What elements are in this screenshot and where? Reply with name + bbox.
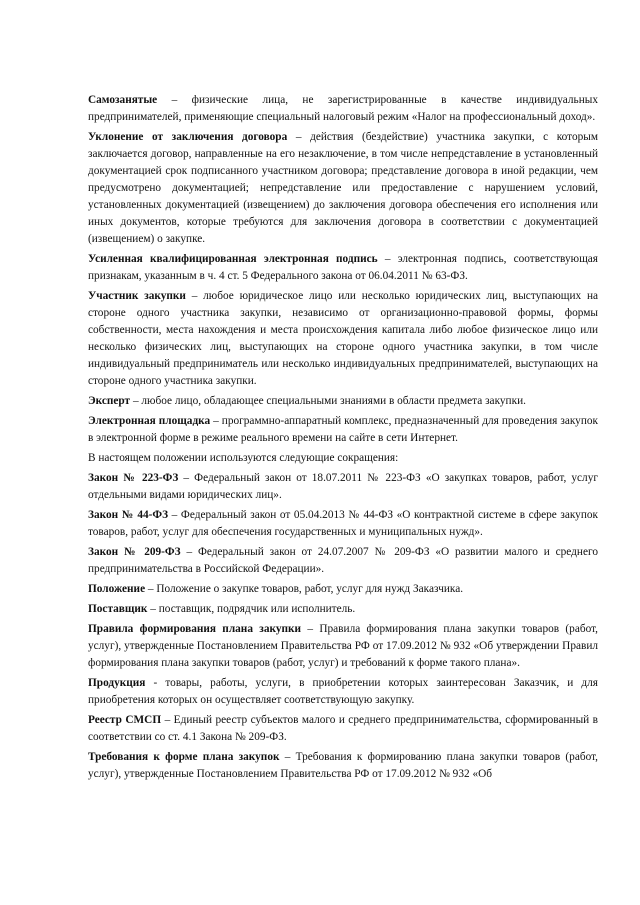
definition-term: Положение [88,583,146,595]
definition-text: – физические лица, не зарегистрированные в качестве индивидуальных предпринимателей, применяющие специальный налоговый режим «Налог на профессиональный доход». [88,94,598,123]
definition-term: Требования к форме плана закупок [88,751,280,763]
abbreviation-law-223 [88,470,598,504]
definition-term: Электронная площадка [88,415,211,427]
abbreviation-products [88,675,598,709]
abbreviation-plan-rules [88,621,598,672]
definition-text: – Единый реестр субъектов малого и среднего предпринимательства, сформированный в соответствии со ст. 4.1 Закона № 209-ФЗ. [88,714,598,743]
definition-expert [88,393,598,410]
definition-term: Закон № 223-ФЗ [88,472,179,484]
definition-term: Продукция [88,677,146,689]
definition-text: - товары, работы, услуги, в приобретении которых заинтересован Заказчик, и для приобретения которых он осуществляет соответствующую закупку. [88,677,598,706]
abbreviation-smsp-registry [88,712,598,746]
definition-term: Уклонение от заключения договора [88,131,288,143]
definition-text: – поставщик, подрядчик или исполнитель. [147,603,356,615]
abbreviation-plan-form-requirements [88,749,598,783]
abbreviation-law-44 [88,507,598,541]
definition-term: Закон № 209-ФЗ [88,546,181,558]
definition-text: – электронная подпись, соответствующая признакам, указанным в ч. 4 ст. 5 Федерального закона от 06.04.2011 № 63-ФЗ. [88,253,598,282]
definition-term: Усиленная квалифицированная электронная подпись [88,253,378,265]
definition-term: Самозанятые [88,94,158,106]
abbreviation-supplier [88,601,598,618]
definition-electronic-platform [88,413,598,447]
definition-text: – действия (бездействие) участника закупки, с которым заключается договор, направленные на его незаключение, в том числе непредставление в установленный документацией срок подписанного участником договора; представление договора в иной редакции, чем предусмотрено документацией; непредставление или предоставление с нарушением условий, установленных документацией (извещением) до заключения договора обеспечения его исполнения или иных документов, которые требуются для заключения договора в соответствии с документацией (извещением) о закупке. [88,131,599,245]
definition-contract-evasion [88,129,598,248]
definition-text: – Правила формирования плана закупки товаров (работ, услуг), утвержденные Постановлением Правительства РФ от 17.09.2012 № 932 «Об утверждении Правил формирования плана закупки товаров (работ, услуг) и требований к форме такого плана». [88,623,598,669]
definition-text: – Федеральный закон от 18.07.2011 № 223-ФЗ «О закупках товаров, работ, услуг отдельными видами юридических лиц». [88,472,598,501]
definition-qualified-signature [88,251,598,285]
definition-text: – Федеральный закон от 05.04.2013 № 44-ФЗ «О контрактной системе в сфере закупок товаров, работ, услуг для обеспечения государственных и муниципальных нужд». [88,509,598,538]
definition-term: Закон № 44-ФЗ [88,509,169,521]
abbreviations-intro: В настоящем положении используются следующие сокращения: [88,452,399,464]
definition-term: Поставщик [88,603,148,615]
definition-text: – программно-аппаратный комплекс, предназначенный для проведения закупок в электронной форме в режиме реального времени на сайте в сети Интернет. [88,415,598,444]
abbreviation-law-209 [88,544,598,578]
definition-text: – Положение о закупке товаров, работ, услуг для нужд Заказчика. [145,583,464,595]
definition-term: Реестр СМСП [88,714,162,726]
definition-text: – Федеральный закон от 24.07.2007 № 209-ФЗ «О развитии малого и среднего предпринимательства в Российской Федерации». [88,546,598,575]
definition-text: – Требования к формированию плана закупки товаров (работ, услуг), утвержденные Постановлением Правительства РФ от 17.09.2012 № 932 «Об [88,751,598,780]
definition-procurement-participant [88,288,598,390]
definition-text: – любое лицо, обладающее специальными знаниями в области предмета закупки. [130,395,526,407]
definition-self-employed [88,92,598,126]
definition-term: Участник закупки [88,290,186,302]
definition-term: Правила формирования плана закупки [88,623,302,635]
definition-text: – любое юридическое лицо или несколько юридических лиц, выступающих на стороне одного участника закупки, независимо от организационно-правовой формы, формы собственности, места нахождения и места происхождения капитала либо любое физическое лицо или несколько физических лиц, выступающих на стороне одного участника закупки, в том числе индивидуальный предприниматель или несколько индивидуальных предпринимателей, выступающих на стороне одного участника закупки. [88,290,599,387]
definition-term: Эксперт [88,395,131,407]
abbreviation-regulation [88,581,598,598]
